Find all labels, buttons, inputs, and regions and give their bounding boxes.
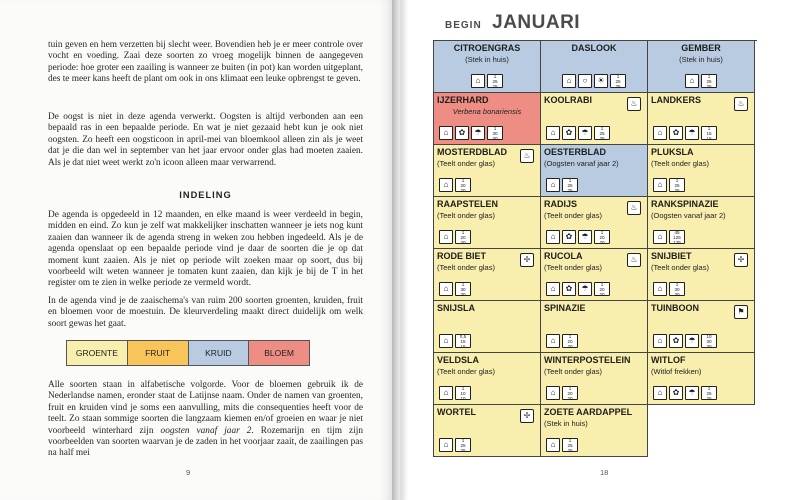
sowing-info-value: 30: [460, 286, 466, 292]
sowing-info-value: 20: [599, 239, 605, 245]
sowing-info-value: 20: [460, 182, 466, 188]
sowing-icons: [653, 126, 717, 140]
sowing-method-icon: ⌂: [546, 230, 560, 244]
sowing-info-box: [701, 386, 717, 400]
sowing-info-value: 1: [675, 177, 679, 183]
sowing-info-value: 125: [673, 234, 681, 240]
sowing-info-box: [669, 282, 685, 296]
legend-bloem: BLOEM: [248, 341, 309, 365]
sowing-info-value: 1: [568, 437, 572, 443]
sowing-info-box: [669, 178, 685, 192]
crop-cell: [648, 197, 755, 249]
sowing-info-box: [487, 74, 503, 88]
sowing-info-box: [455, 230, 471, 244]
legend-groente: GROENTE: [67, 341, 127, 365]
sowing-info-value: 1: [493, 125, 497, 131]
sowing-info-value: 1: [600, 125, 604, 131]
crop-note: (Stek in huis): [679, 55, 723, 64]
sowing-info-value: 25: [460, 442, 466, 448]
crop-cell: [648, 93, 755, 145]
crop-type-icon: ♨: [627, 97, 641, 111]
crop-name: WORTEL: [437, 407, 476, 417]
sowing-info-value: 20: [567, 395, 573, 401]
sowing-method-icon: ⌂: [439, 386, 453, 400]
sowing-info-value: 30: [460, 291, 466, 297]
sowing-info-value: 25: [674, 187, 680, 193]
sowing-info-value: 25: [615, 83, 621, 89]
sowing-icons: [685, 74, 717, 88]
crop-cell: [541, 405, 648, 457]
crop-note: (Oogsten vanaf jaar 2): [544, 159, 619, 168]
sowing-info-value: 1: [461, 281, 465, 287]
sowing-info-value: 20: [460, 234, 466, 240]
sowing-info-value: 30: [492, 130, 498, 136]
crop-cell: [648, 301, 755, 353]
sowing-icons: [546, 334, 578, 348]
page-number-right: 18: [600, 468, 609, 477]
sowing-icons: [653, 230, 685, 244]
crop-type-icon: ♨: [520, 149, 534, 163]
sowing-info-box: [610, 74, 626, 88]
crop-note: (Teelt onder glas): [651, 159, 709, 168]
sowing-info-value: 20: [567, 338, 573, 344]
sowing-method-icon: ✿: [669, 126, 683, 140]
sowing-method-icon: ☂: [578, 126, 592, 140]
sowing-info-value: 1: [493, 73, 497, 79]
sowing-info-box: [701, 334, 717, 348]
crop-note: (Witlof frekken): [651, 367, 702, 376]
book-gutter: [392, 0, 408, 500]
sowing-info-value: 1: [707, 125, 711, 131]
crop-name: WITLOF: [651, 355, 686, 365]
sowing-info-value: 20: [567, 343, 573, 349]
sowing-info-value: 25: [706, 78, 712, 84]
sowing-method-icon: ☂: [578, 230, 592, 244]
crop-note: (Teelt onder glas): [437, 263, 495, 272]
sowing-info-value: 25: [599, 130, 605, 136]
crop-cell: [648, 41, 755, 93]
crop-name: MOSTERDBLAD: [437, 147, 507, 157]
crop-name: LANDKERS: [651, 95, 702, 105]
paragraph-5: Alle soorten staan in alfabetische volgorde. Voor de bloemen gebruik ik de Nederlandse namen, eronder staat de Latijnse naam. Onder de namen van groenten, fruit en kruiden vind je soms een aanvulling, mits die consequenties heeft voor de teelt. Zo staan sommige soorten die langzaam kiemen en/of groeien en waar je niet voorbeeld winterhard zijn oogsten vanaf jaar 2. Rozemarijn en tijm zijn voorbeelden van soorten waarvan je de zaden in het voorjaar zaait, de zaailingen pas na half mei: [48, 380, 364, 459]
sowing-info-value: 10: [706, 333, 712, 339]
crop-note: (Stek in huis): [465, 55, 509, 64]
page-header: [445, 12, 580, 34]
sowing-info-value: 1: [707, 73, 711, 79]
sowing-method-icon: ⌂: [439, 230, 453, 244]
crop-type-icon: ✢: [734, 253, 748, 267]
sowing-method-icon: ⌂: [546, 178, 560, 192]
sowing-info-value: 25: [492, 78, 498, 84]
sowing-method-icon: ⌂: [653, 230, 667, 244]
sowing-info-value: 1: [461, 437, 465, 443]
section-heading: INDELING: [179, 190, 232, 200]
crop-cell: [541, 145, 648, 197]
sowing-info-box: [701, 74, 717, 88]
crop-note: (Teelt onder glas): [544, 263, 602, 272]
sowing-method-icon: ⌂: [653, 386, 667, 400]
crop-cell: [434, 93, 541, 145]
sowing-info-value: 25: [460, 447, 466, 453]
sowing-info-value: 10: [460, 390, 466, 396]
crop-cell: [541, 353, 648, 405]
crop-name: PLUKSLA: [651, 147, 694, 157]
crop-name: RUCOLA: [544, 251, 583, 261]
crop-cell: [434, 249, 541, 301]
sowing-method-icon: ✿: [455, 126, 469, 140]
crop-cell: [434, 41, 541, 93]
crop-name: VELDSLA: [437, 355, 480, 365]
sowing-method-icon: ⌂: [653, 178, 667, 192]
crop-note: (Oogsten vanaf jaar 2): [651, 211, 726, 220]
sowing-info-box: [594, 126, 610, 140]
sowing-info-value: 30: [674, 291, 680, 297]
sowing-icons: [439, 334, 471, 348]
sowing-method-icon: ⌂: [439, 126, 453, 140]
header-prefix: BEGIN: [445, 20, 482, 31]
crop-note: (Teelt onder glas): [437, 367, 495, 376]
crop-type-icon: ♨: [627, 253, 641, 267]
legend-fruit: FRUIT: [127, 341, 188, 365]
sowing-info-value: 25: [674, 182, 680, 188]
sowing-info-box: [455, 178, 471, 192]
sowing-method-icon: ⌂: [546, 126, 560, 140]
empty-cell: [648, 405, 755, 457]
sowing-info-value: 20: [599, 234, 605, 240]
sowing-info-box: [487, 126, 503, 140]
sowing-icons: [653, 282, 685, 296]
sowing-method-icon: ⌂: [439, 178, 453, 192]
sowing-info-value: 0,5: [459, 333, 467, 339]
sowing-method-icon: ⌂: [439, 438, 453, 452]
crop-name: DASLOOK: [571, 43, 617, 53]
sowing-icons: [546, 438, 578, 452]
crop-name: CITROENGRAS: [453, 43, 521, 53]
crop-name: RODE BIET: [437, 251, 487, 261]
sowing-icons: [546, 282, 610, 296]
crop-name: SNIJBIET: [651, 251, 692, 261]
legend-kruid: KRUID: [188, 341, 249, 365]
crop-cell: [541, 249, 648, 301]
crop-cell: [434, 197, 541, 249]
sowing-icons: [546, 178, 578, 192]
sowing-method-icon: ✿: [562, 126, 576, 140]
month-title: JANUARI: [492, 12, 581, 33]
crop-cell: [648, 249, 755, 301]
sowing-method-icon: ☂: [685, 126, 699, 140]
sowing-method-icon: ○: [578, 74, 592, 88]
sowing-method-icon: ✿: [669, 334, 683, 348]
crop-name: RADIJS: [544, 199, 578, 209]
paragraph-3: De agenda is opgedeeld in 12 maanden, en elke maand is weer verdeeld in begin, midden en eind. Zo kun je zelf wat makkelijker inschatten wanneer je iets nog kunt zaaien dan wanneer ik de agenda streng in weken zou hebben ingedeeld. Als je de agenda openslaat op een bepaalde periode vind je daar de soorten die je op dat moment kunt zaaien. Als je niet op periode wilt zoeken maar op soort, dus bij voorbeeld wilt weten wanneer je tomaten kunt zaaien, dan kijk je bij de T in het register om te zien in welke periode ze vermeld wordt.: [48, 210, 363, 289]
sowing-info-value: 15: [460, 338, 466, 344]
crop-cell: [434, 145, 541, 197]
crop-name: RAAPSTELEN: [437, 199, 499, 209]
sowing-info-value: 25: [567, 182, 573, 188]
crop-cell: [648, 353, 755, 405]
sowing-info-box: [594, 230, 610, 244]
sowing-method-icon: ⌂: [471, 74, 485, 88]
sowing-info-box: [455, 386, 471, 400]
sowing-info-box: [669, 230, 685, 244]
crop-cell: [541, 301, 648, 353]
sowing-info-value: 1: [707, 385, 711, 391]
crop-type-icon: ✢: [520, 253, 534, 267]
sowing-info-box: [562, 334, 578, 348]
sowing-method-icon: ⌂: [439, 334, 453, 348]
paragraph-1: tuin geven en hem verzetten bij slecht weer. Bovendien heb je er meer controle over vocht en voeding. Zaai deze soorten zo vroeg mogelijk binnen de aangegeven periode: hoe groter een zaailing is wanneer ze buiten (in pot) kan worden uitgeplant, des te meer kans heeft de plant om ook in ons klimaat een leuke opbrengst te geven.: [48, 40, 363, 85]
sowing-info-value: 1: [568, 385, 572, 391]
sowing-info-value: 125: [673, 239, 681, 245]
sowing-method-icon: ☂: [578, 282, 592, 296]
sowing-method-icon: ☂: [471, 126, 485, 140]
sowing-method-icon: ⌂: [546, 282, 560, 296]
sowing-method-icon: ☂: [685, 334, 699, 348]
sowing-icons: [439, 230, 471, 244]
sowing-info-value: 1: [461, 385, 465, 391]
crop-note: (Teelt onder glas): [437, 211, 495, 220]
crop-type-icon: ✢: [520, 409, 534, 423]
crop-type-icon: ♨: [734, 97, 748, 111]
sowing-icons: [653, 334, 717, 348]
crop-name: OESTERBLAD: [544, 147, 607, 157]
sowing-info-value: 15: [706, 135, 712, 141]
sowing-info-value: 30: [706, 338, 712, 344]
page-number-left: 9: [186, 468, 191, 477]
crop-name: SNIJSLA: [437, 303, 476, 313]
sowing-method-icon: ⌂: [653, 282, 667, 296]
crop-note: (Teelt onder glas): [544, 211, 602, 220]
sowing-method-icon: ⌂: [546, 334, 560, 348]
sowing-info-value: 25: [706, 390, 712, 396]
sowing-info-value: 15: [706, 130, 712, 136]
sowing-info-value: 1: [461, 177, 465, 183]
sowing-info-value: 1: [568, 177, 572, 183]
sowing-method-icon: ✿: [562, 282, 576, 296]
sowing-info-value: 25: [599, 135, 605, 141]
paragraph-2: De oogst is niet in deze agenda verwerkt. Oogsten is altijd verbonden aan een bepaald ras in een bepaalde periode. En wat je niet gezaaid hebt kun je ook niet oogsten. Zo heeft een oogsticoon in april-mei van bloemkool alleen zin als je weet dat je die dan wel in september van het jaar ervoor onder glas had moeten zaaien. Als je dat niet weet werkt zo'n icoon alleen maar verwarrend.: [48, 112, 363, 168]
sowing-info-value: 20: [460, 187, 466, 193]
sowing-info-value: 1: [461, 229, 465, 235]
sowing-info-value: 20: [567, 390, 573, 396]
sowing-method-icon: ⌂: [439, 282, 453, 296]
crop-name: TUINBOON: [651, 303, 699, 313]
sowing-method-icon: ⌂: [562, 74, 576, 88]
sowing-info-value: 45: [674, 229, 680, 235]
crop-note: (Teelt onder glas): [437, 159, 495, 168]
sowing-info-value: 25: [567, 447, 573, 453]
sowing-icons: [439, 178, 471, 192]
sowing-info-value: 10: [460, 395, 466, 401]
sowing-info-value: 15: [460, 343, 466, 349]
crop-type-icon: ♨: [627, 201, 641, 215]
sowing-method-icon: ⌂: [653, 126, 667, 140]
sowing-icons: [653, 178, 685, 192]
crop-name: GEMBER: [681, 43, 721, 53]
sowing-info-value: 20: [599, 291, 605, 297]
crop-cell: [434, 353, 541, 405]
sowing-info-value: 20: [599, 286, 605, 292]
crop-cell: [541, 41, 648, 93]
sowing-info-value: 30: [706, 343, 712, 349]
sowing-icons: [546, 386, 578, 400]
sowing-info-value: 25: [567, 187, 573, 193]
sowing-info-value: 25: [706, 395, 712, 401]
crop-cell: [434, 301, 541, 353]
sowing-info-box: [455, 282, 471, 296]
sowing-method-icon: ✿: [669, 386, 683, 400]
crop-name: IJZERHARD: [437, 95, 489, 105]
sowing-info-box: [701, 126, 717, 140]
sowing-icons: [439, 126, 503, 140]
crop-cell: [434, 405, 541, 457]
sowing-info-value: 1: [616, 73, 620, 79]
crop-note: (Teelt onder glas): [651, 263, 709, 272]
sowing-method-icon: ✿: [562, 230, 576, 244]
left-page: [0, 0, 392, 500]
sowing-method-icon: ⌂: [546, 438, 560, 452]
crop-name: WINTERPOSTELEIN: [544, 355, 631, 365]
sowing-info-value: 25: [492, 83, 498, 89]
color-legend: [66, 340, 310, 366]
sowing-info-value: 30: [492, 135, 498, 141]
sowing-method-icon: ☂: [685, 386, 699, 400]
sowing-icons: [546, 126, 610, 140]
sowing-info-value: 25: [567, 442, 573, 448]
sowing-info-value: 1: [675, 281, 679, 287]
sowing-method-icon: ⌂: [653, 334, 667, 348]
crop-name: RANKSPINAZIE: [651, 199, 719, 209]
crop-note: (Stek in huis): [544, 419, 588, 428]
sowing-info-box: [455, 438, 471, 452]
sowing-icons: [562, 74, 626, 88]
crop-note: (Teelt onder glas): [544, 367, 602, 376]
sowing-method-icon: ☀: [594, 74, 608, 88]
sowing-info-box: [562, 386, 578, 400]
sowing-info-value: 1: [600, 229, 604, 235]
sowing-info-value: 25: [706, 83, 712, 89]
sowing-info-value: 1: [600, 281, 604, 287]
sowing-info-value: 1: [568, 333, 572, 339]
sowing-icons: [439, 282, 471, 296]
sowing-icons: [546, 230, 610, 244]
sowing-method-icon: ⌂: [685, 74, 699, 88]
sowing-info-box: [594, 282, 610, 296]
crop-cell: [648, 145, 755, 197]
sowing-info-value: 30: [674, 286, 680, 292]
sowing-icons: [653, 386, 717, 400]
sowing-info-box: [562, 438, 578, 452]
sowing-schedule-grid: [433, 40, 757, 457]
sowing-icons: [439, 386, 471, 400]
sowing-info-value: 25: [615, 78, 621, 84]
crop-type-icon: ⚑: [734, 305, 748, 319]
crop-cell: [541, 197, 648, 249]
sowing-info-value: 20: [460, 239, 466, 245]
sowing-icons: [439, 438, 471, 452]
crop-name: ZOETE AARDAPPEL: [544, 407, 633, 417]
crop-cell: [541, 93, 648, 145]
crop-name: KOOLRABI: [544, 95, 592, 105]
sowing-info-box: [562, 178, 578, 192]
crop-name: SPINAZIE: [544, 303, 586, 313]
paragraph-4: In de agenda vind je de zaaischema's van ruim 200 soorten groenten, kruiden, fruit en bloemen voor de moestuin. De kleurverdeling maakt direct duidelijk om welk soort gewas het gaat.: [48, 296, 363, 329]
sowing-info-box: [455, 334, 471, 348]
sowing-method-icon: ⌂: [546, 386, 560, 400]
crop-note: Verbena bonariensis: [452, 107, 522, 116]
sowing-icons: [471, 74, 503, 88]
